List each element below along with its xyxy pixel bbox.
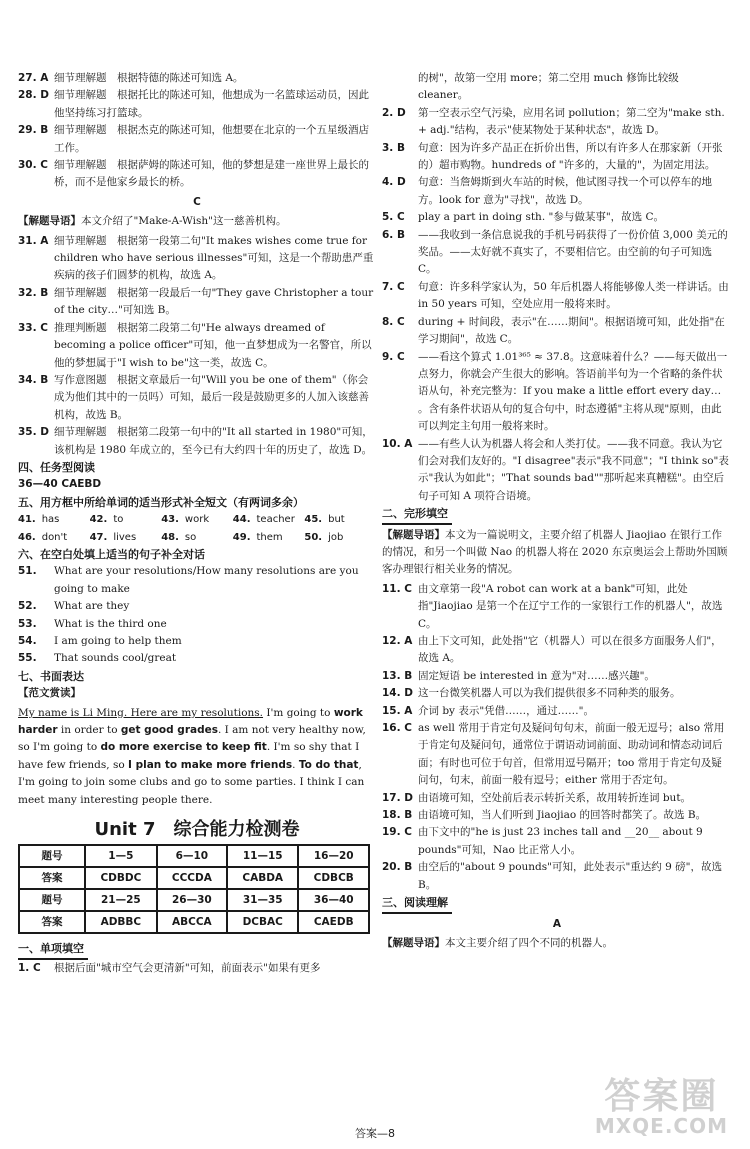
answer-explanation: What are your resolutions/How many resolutions are you going to make <box>54 565 359 595</box>
word-blank-answer <box>18 511 90 528</box>
section-six-heading: 六、在空白处填上适当的句子补全对话 <box>18 547 205 561</box>
table-cell: 6—10 <box>157 845 227 867</box>
answer-items-11-20 <box>382 581 732 894</box>
answer-number: 29. B <box>18 124 49 137</box>
answer-explanation: 由下文中的"he is just 23 inches tall and __20__ about 9 pounds"可知，Nao 比正常人小。 <box>418 826 703 856</box>
word-blank-row <box>18 529 376 546</box>
answer-explanation: 介词 by 表示"凭借……，通过……"。 <box>418 704 594 717</box>
answer-explanation: 由语境可知，空处前后表示转折关系，故用转折连词 but。 <box>418 791 692 804</box>
answer-item <box>382 140 732 175</box>
section-four-answers: 36—40 CAEBD <box>18 478 102 491</box>
answer-item <box>18 650 376 667</box>
answer-number: 55. <box>18 652 37 665</box>
answer-item <box>382 685 732 702</box>
blank-number: 46. <box>18 531 36 543</box>
answer-key-header-row <box>19 889 369 911</box>
table-cell: 答案 <box>19 911 85 933</box>
answer-number: 12. A <box>382 635 413 647</box>
answer-explanation: I am going to help them <box>54 635 182 647</box>
essay-highlight: I plan to make more friends <box>128 758 293 771</box>
word-blank-answer <box>161 529 233 546</box>
essay-highlight: do more exercise to keep fit <box>100 741 267 754</box>
answer-items-2-10 <box>382 105 732 505</box>
essay-text: , I'm going to join some clubs and go to some parties. I think I can meet many interesting people there. <box>18 758 365 806</box>
essay-highlight: get good grades <box>120 724 218 737</box>
blank-word: job <box>328 531 344 543</box>
answer-explanation: 细节理解题 根据萨姆的陈述可知，他的梦想是建一座世界上最长的桥，而不是他家乡最长的桥。 <box>54 159 369 189</box>
essay-highlight: work harder <box>18 706 363 737</box>
guide-text: 本文主要介绍了四个不同的机器人。 <box>445 936 613 949</box>
answer-explanation: What is the third one <box>54 617 167 630</box>
table-cell: 26—30 <box>157 889 227 911</box>
answer-explanation: 细节理解题 根据第一段最后一句"They gave Christopher a tour of the city…"可知选 B。 <box>54 286 374 317</box>
table-cell: CCCDA <box>157 867 227 889</box>
answer-explanation: 由语境可知，当人们听到 Jiaojiao 的回答时都笑了。故选 B。 <box>418 809 707 822</box>
blank-number: 48. <box>161 531 179 543</box>
answer-item <box>382 581 732 633</box>
table-cell: CDBDC <box>85 867 157 889</box>
answer-explanation: 由空后的"about 9 pounds"可知，此处表示"重达约 9 磅"，故选 B。 <box>418 861 722 891</box>
blank-word: so <box>184 531 197 543</box>
answer-explanation: during + 时间段，表示"在……期间"。根据语境可知，此处指"在学习期间"，故选 C。 <box>418 315 725 346</box>
answer-item <box>18 285 376 320</box>
guide-text: 本文介绍了"Make-A-Wish"这一慈善机构。 <box>81 215 287 228</box>
table-cell: CABDA <box>227 867 298 889</box>
answer-explanation: 由上下文可知，此处指"它（机器人）可以在很多方面服务人们"，故选 A。 <box>418 635 722 665</box>
blank-number: 44. <box>232 514 251 526</box>
answer-explanation: What are they <box>54 600 130 613</box>
blank-word: work <box>184 514 210 526</box>
answer-number: 31. A <box>18 234 49 247</box>
section-five-heading: 五、用方框中所给单词的适当形式补全短文（有两词多余） <box>18 495 304 509</box>
answer-item <box>382 807 732 824</box>
guide-text: 本文为一篇说明文，主要介绍了机器人 Jiaojiao 在银行工作的情况，和另一个叫做 Nao 的机器人将在 2020 东京奥运会上帮助外国顾客办理银行相关业务的情况。 <box>382 528 728 576</box>
answer-number: 8. C <box>382 315 405 328</box>
answer-number: 15. A <box>382 704 413 717</box>
answer-item <box>382 790 732 807</box>
answer-number: 35. D <box>18 426 49 439</box>
answer-item <box>382 633 732 668</box>
answer-number: 14. D <box>382 687 413 700</box>
answer-number: 27. A <box>18 72 49 84</box>
page-footer: 答案—8 <box>355 1127 395 1140</box>
answer-item <box>18 633 376 650</box>
answer-number: 32. B <box>18 286 49 299</box>
guide-note <box>382 935 732 952</box>
answer-explanation: ——我收到一条信息说我的手机号码获得了一份价值 3,000 美元的奖品。——太好就不真实了，不要相信它。由空前的句子可知选 C。 <box>418 228 728 276</box>
subsection-c-heading: C <box>193 195 201 208</box>
answer-explanation: 句意：因为许多产品正在折价出售，所以有许多人在那家新（开张的）超市购物。hundreds of "许多的，大量的"，为固定用法。 <box>418 141 723 172</box>
answer-explanation: 第一空表示空气污染，应用名词 pollution；第二空为"make sth. + adj."结构，表示"使某物处于某种状态"，故选 D。 <box>418 106 725 137</box>
answer-explanation: That sounds cool/great <box>54 652 177 665</box>
answer-number: 9. C <box>382 350 405 363</box>
answer-explanation: 句意：当詹姆斯到火车站的时候，他试图寻找一个可以停车的地方。look for 意为"寻找"，故选 D。 <box>418 176 712 206</box>
word-blank-row <box>18 511 376 528</box>
blank-number: 42. <box>89 514 108 526</box>
essay-text: . I am not very healthy now, so I'm going to <box>18 724 366 754</box>
guide-note <box>382 527 732 579</box>
answer-items-31-35 <box>18 233 376 459</box>
answer-explanation: 细节理解题 根据杰克的陈述可知，他想要在北京的一个五星级酒店工作。 <box>54 124 369 154</box>
answer-explanation: 细节理解题 根据托比的陈述可知，他想成为一名篮球运动员，因此他坚持练习打篮球。 <box>54 89 369 119</box>
answer-number: 3. B <box>382 141 405 154</box>
dialog-answers <box>18 563 376 667</box>
answer-explanation: ——有些人认为机器人将会和人类打仗。——我不同意。我认为它们会对我们友好的。"I disagree"表示"我不同意"；"I think so"表示"我认为如此"；"That sounds bad""那听起来真糟糕"。由空后句子可知 A 项符合语境。 <box>418 437 729 502</box>
blank-word: to <box>113 514 124 526</box>
blank-word: has <box>41 514 60 526</box>
word-blank-answer <box>304 529 376 546</box>
blank-number: 50. <box>304 531 323 543</box>
blank-number: 45. <box>304 514 323 526</box>
answer-item <box>18 372 376 424</box>
blank-word: them <box>256 531 283 543</box>
table-cell: ABCCA <box>157 911 227 933</box>
continued-text: 的树"，故第一空用 more；第二空用 much 修饰比较级 cleaner。 <box>418 72 679 102</box>
answer-item <box>382 859 732 894</box>
answer-number: 53. <box>18 617 37 630</box>
answer-item <box>18 70 376 87</box>
answer-key-table <box>18 844 370 934</box>
watermark-line: MXQE.COM <box>594 1114 728 1138</box>
answer-number: 28. D <box>18 89 49 102</box>
answer-number: 4. D <box>382 176 406 189</box>
answer-number: 5. C <box>382 211 405 224</box>
answer-item <box>382 436 732 506</box>
answer-item <box>382 227 732 279</box>
answer-number: 19. C <box>382 826 412 839</box>
blank-number: 49. <box>232 531 251 543</box>
answer-item <box>382 174 732 209</box>
answer-explanation: 推理判断题 根据第二段第二句"He always dreamed of becoming a police officer"可知，他一直梦想成为一名警官，所以他的梦想属于"I wish to be"这一类，故选 C。 <box>54 321 372 369</box>
guide-tag: 【解题导语】 <box>382 936 445 949</box>
table-cell: DCBAC <box>227 911 298 933</box>
answer-explanation: 根据后面"城市空气会更清新"可知，前面表示"如果有更多 <box>54 961 321 974</box>
answer-item <box>18 157 376 192</box>
section-four-heading: 四、任务型阅读 <box>18 460 95 474</box>
answer-key-answer-row <box>19 911 369 933</box>
answer-number: 16. C <box>382 722 412 735</box>
answer-number: 34. B <box>18 373 49 386</box>
answer-explanation: ——看这个算式 1.01³⁶⁵ ≈ 37.8。这意味着什么？——每天做出一点努力，你就会产生很大的影响。答语前半句为一个省略的条件状语从句，补充完整为：If you make a little effort every day… 。含有条件状语从句的复合句中，时态遵循"主将从现"原则，由此可以判定主句用一般将来时。 <box>418 350 728 433</box>
answer-number: 11. C <box>382 582 412 595</box>
guide-note <box>18 213 376 230</box>
answer-number: 6. B <box>382 228 405 241</box>
answer-number: 18. B <box>382 809 413 822</box>
table-cell: CDBCB <box>298 867 369 889</box>
answer-number: 30. C <box>18 159 48 172</box>
word-blank-answer <box>90 529 162 546</box>
blank-number: 43. <box>161 514 179 526</box>
table-cell: 16—20 <box>298 845 369 867</box>
left-column <box>18 70 376 977</box>
answer-item <box>18 563 376 598</box>
essay-text: I'm going to <box>263 706 334 719</box>
answer-number: 20. B <box>382 861 413 874</box>
sample-essay-tag: 【范文赏读】 <box>18 687 81 700</box>
table-cell: 11—15 <box>227 845 298 867</box>
table-cell: 答案 <box>19 867 85 889</box>
answer-explanation: as well 常用于肯定句及疑问句句末，前面一般无逗号；also 常用于肯定句及疑问句，通常位于谓语动词前面、助动词和情态动词后面；有时也可位于句首，但常用逗号隔开；too 常用于肯定句及疑问句，句末，前面一般有逗号；either 常用于否定句。 <box>418 722 725 787</box>
answer-item <box>18 233 376 285</box>
answer-explanation: 写作意图题 根据文章最后一句"Will you be one of them"（你会成为他们其中的一员吗）可知，最后一段是鼓励更多的人加入该慈善机构，故选 B。 <box>54 373 369 421</box>
subsection-a-heading: A <box>552 917 562 930</box>
answer-item <box>382 703 732 720</box>
answer-key-answer-row <box>19 867 369 889</box>
word-blank-answer <box>233 511 305 528</box>
table-cell: 31—35 <box>227 889 298 911</box>
section-seven-heading: 七、书面表达 <box>18 669 84 683</box>
answer-explanation: 细节理解题 根据特德的陈述可知选 A。 <box>54 72 244 84</box>
answer-item <box>18 122 376 157</box>
answer-item <box>382 279 732 314</box>
answer-item <box>382 314 732 349</box>
answer-explanation: play a part in doing sth. "参与做某事"，故选 C。 <box>418 211 665 224</box>
blank-word: don't <box>41 531 68 543</box>
answer-explanation: 固定短语 be interested in 意为"对……感兴趣"。 <box>418 669 655 682</box>
word-blank-answer <box>304 511 376 528</box>
table-cell: ADBBC <box>85 911 157 933</box>
blank-word: lives <box>113 531 137 543</box>
table-cell: 题号 <box>19 889 85 911</box>
section-three-heading: 三、阅读理解 <box>382 894 452 913</box>
guide-tag: 【解题导语】 <box>382 528 445 541</box>
answer-items-27-30 <box>18 70 376 192</box>
table-cell: 21—25 <box>85 889 157 911</box>
site-watermark <box>595 1078 728 1136</box>
answer-number: 54. <box>18 635 37 647</box>
blank-number: 47. <box>89 531 108 543</box>
guide-tag: 【解题导语】 <box>18 215 81 228</box>
answer-number: 1. C <box>18 961 41 974</box>
table-cell: 36—40 <box>298 889 369 911</box>
answer-explanation: 这一台微笑机器人可以为我们提供很多不同种类的服务。 <box>418 687 681 700</box>
essay-underlined-opening: My name is Li Ming. Here are my resolutions. <box>18 706 264 719</box>
answer-item <box>382 720 732 790</box>
answer-number: 13. B <box>382 669 413 682</box>
essay-text: . <box>292 758 299 771</box>
table-cell: 题号 <box>19 845 85 867</box>
right-column <box>382 70 732 954</box>
word-blank-answer <box>90 511 162 528</box>
answer-key-header-row <box>19 845 369 867</box>
essay-text: in order to <box>57 724 121 737</box>
answer-item <box>18 616 376 633</box>
word-blank-answer <box>18 529 90 546</box>
answer-explanation: 句意：许多科学家认为，50 年后机器人将能够像人类一样讲话。由 in 50 years 可知，空处应用一般将来时。 <box>418 280 729 311</box>
blank-word: teacher <box>256 514 295 526</box>
answer-number: 52. <box>18 600 37 613</box>
answer-item <box>18 960 376 977</box>
watermark-line: 答案圈 <box>604 1076 719 1117</box>
answer-number: 7. C <box>382 280 405 293</box>
table-cell: 1—5 <box>85 845 157 867</box>
unit-title: Unit 7 综合能力检测卷 <box>94 819 300 841</box>
word-blank-answer <box>161 511 233 528</box>
answer-explanation: 细节理解题 根据第二段第一句中的"It all started in 1980"可知，该机构是 1980 年成立的，至今已有大约四十年的历史了，故选 D。 <box>54 426 373 456</box>
answer-number: 51. <box>18 565 37 578</box>
answer-item <box>18 87 376 122</box>
table-cell: CAEDB <box>298 911 369 933</box>
answer-item <box>18 598 376 615</box>
essay-highlight: To do that <box>298 758 359 771</box>
answer-number: 10. A <box>382 437 413 450</box>
answer-item <box>18 320 376 372</box>
answer-item <box>382 105 732 140</box>
blank-word: but <box>328 514 345 526</box>
answer-number: 33. C <box>18 321 48 334</box>
answer-explanation: 细节理解题 根据第一段第二句"It makes wishes come true for children who have serious illnesses"可知，这是一个帮助患严重疾病的孩子们圆梦的机构，故选 A。 <box>54 234 374 282</box>
answer-explanation: 由文章第一段"A robot can work at a bank"可知，此处指"Jiaojiao 是第一个在辽宁工作的一家银行工作的机器人"，故选 C。 <box>418 582 723 630</box>
sample-essay <box>18 705 376 809</box>
answer-item <box>382 824 732 859</box>
blank-number: 41. <box>18 514 36 526</box>
answer-number: 17. D <box>382 791 413 804</box>
section-one-heading: 一、单项填空 <box>18 940 88 959</box>
answer-item <box>382 209 732 226</box>
word-blank-answer <box>233 529 305 546</box>
essay-text: . I'm so shy that I have few friends, so <box>18 741 360 771</box>
answer-item <box>18 424 376 459</box>
answer-number: 2. D <box>382 106 406 119</box>
answer-item <box>382 668 732 685</box>
section-two-heading: 二、完形填空 <box>382 505 452 524</box>
answer-item <box>382 349 732 436</box>
